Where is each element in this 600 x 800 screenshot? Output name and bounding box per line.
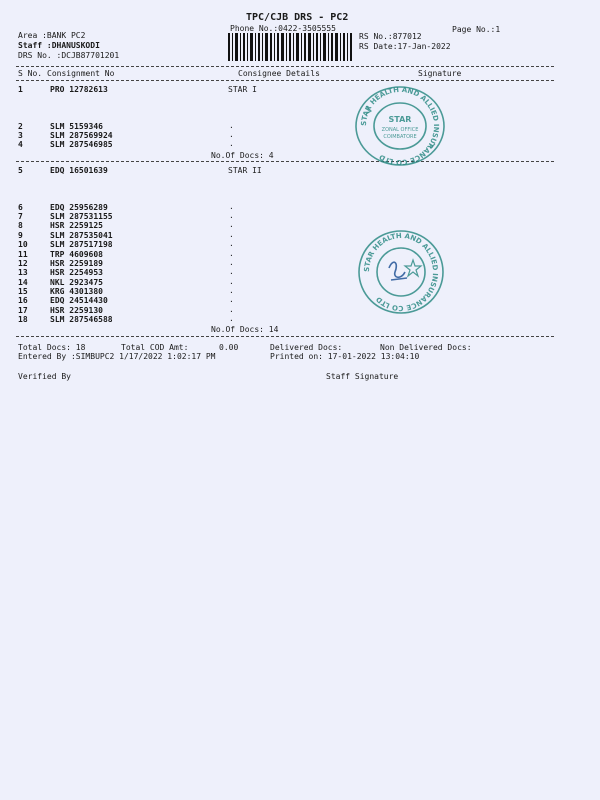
row-sno: 3: [18, 131, 23, 140]
staff-signature: Staff Signature: [326, 372, 399, 381]
consignment-number: TRP 4609608: [50, 250, 103, 259]
consignment-number: EDQ 25956289: [50, 203, 108, 212]
consignment-number: SLM 287569924: [50, 131, 113, 140]
rs-number: RS No.:877012: [359, 32, 422, 41]
consignee-dot: .: [229, 249, 234, 258]
divider: [16, 66, 554, 67]
seal-ring-text: STAR HEALTH AND ALLIED INSURANCE CO LTD: [362, 231, 440, 313]
divider: [16, 161, 554, 162]
row-sno: 2: [18, 122, 23, 131]
divider: [16, 336, 554, 337]
consignment-number: SLM 287535041: [50, 231, 113, 240]
consignee-dot: .: [229, 121, 234, 130]
row-sno: 18: [18, 315, 28, 324]
consignment-number: EDQ 16501639: [50, 166, 108, 175]
delivered-docs: Delivered Docs:: [270, 343, 343, 352]
consignee-dot: .: [229, 130, 234, 139]
consignment-number: HSR 2259189: [50, 259, 103, 268]
docs-count: No.Of Docs: 4: [211, 151, 274, 160]
phone-number: Phone No.:0422-3505555: [230, 24, 336, 33]
page-number: Page No.:1: [452, 25, 501, 34]
row-sno: 13: [18, 268, 28, 277]
printed-on: Printed on: 17-01-2022 13:04:10: [270, 352, 420, 361]
consignment-number: PRO 12782613: [50, 85, 108, 94]
company-seal-icon: [355, 228, 447, 316]
seal-center-text: COIMBATORE: [383, 134, 417, 140]
total-cod-amount: 0.00: [219, 343, 239, 352]
consignment-number: HSR 2254953: [50, 268, 103, 277]
verified-by: Verified By: [18, 372, 71, 381]
signature-scribble-icon: [389, 262, 407, 280]
consignment-number: EDQ 24514430: [50, 296, 108, 305]
row-sno: 1: [18, 85, 23, 94]
column-consignee: Consignee Details: [238, 69, 320, 78]
row-sno: 14: [18, 278, 28, 287]
area-label: Area :BANK PC2: [18, 31, 86, 40]
rs-date: RS Date:17-Jan-2022: [359, 42, 451, 51]
divider: [16, 80, 554, 81]
row-sno: 17: [18, 306, 28, 315]
consignee-dot: .: [229, 286, 234, 295]
non-delivered-docs: Non Delivered Docs:: [380, 343, 472, 352]
consignment-number: SLM 287517198: [50, 240, 113, 249]
consignment-number: HSR 2259125: [50, 221, 103, 230]
column-consignment: Consignment No: [47, 69, 115, 78]
row-sno: 7: [18, 212, 23, 221]
consignment-number: SLM 5159346: [50, 122, 103, 131]
consignee-dot: .: [229, 202, 234, 211]
consignee-name: STAR II: [228, 166, 262, 175]
row-sno: 8: [18, 221, 23, 230]
consignee-dot: .: [229, 305, 234, 314]
consignment-number: NKL 2923475: [50, 278, 103, 287]
consignee-dot: .: [229, 230, 234, 239]
consignee-dot: .: [229, 239, 234, 248]
row-sno: 16: [18, 296, 28, 305]
staff-label: Staff :DHANUSKODI: [18, 41, 100, 50]
barcode-icon: [228, 33, 352, 61]
total-cod-label: Total COD Amt:: [121, 343, 189, 352]
total-docs: Total Docs: 18: [18, 343, 86, 352]
consignee-dot: .: [229, 211, 234, 220]
consignment-number: HSR 2259130: [50, 306, 103, 315]
document-title: TPC/CJB DRS - PC2: [246, 12, 349, 23]
svg-text:STAR HEALTH AND ALLIED INSURAN: [360, 86, 440, 166]
consignment-number: SLM 287546985: [50, 140, 113, 149]
consignee-name: STAR I: [228, 85, 257, 94]
consignee-dot: .: [229, 295, 234, 304]
row-sno: 5: [18, 166, 23, 175]
row-sno: 15: [18, 287, 28, 296]
column-signature: Signature: [418, 69, 462, 78]
row-sno: 4: [18, 140, 23, 149]
row-sno: 6: [18, 203, 23, 212]
seal-ring-text: STAR HEALTH AND ALLIED INSURANCE CO LTD: [359, 85, 441, 167]
column-sno: S No.: [18, 69, 43, 78]
consignee-dot: .: [229, 139, 234, 148]
consignment-number: SLM 287546588: [50, 315, 113, 324]
seal-center-text: ZONAL OFFICE: [381, 127, 419, 133]
consignee-dot: .: [229, 267, 234, 276]
consignee-dot: .: [229, 220, 234, 229]
row-sno: 11: [18, 250, 28, 259]
row-sno: 12: [18, 259, 28, 268]
consignment-number: KRG 4301380: [50, 287, 103, 296]
entered-by: Entered By :SIMBUPC2 1/17/2022 1:02:17 PM: [18, 352, 216, 361]
docs-count: No.Of Docs: 14: [211, 325, 279, 334]
consignment-number: SLM 287531155: [50, 212, 113, 221]
company-seal-icon: [352, 84, 448, 168]
seal-center-text: STAR: [388, 115, 412, 124]
drs-number: DRS No. :DCJB87701201: [18, 51, 120, 60]
consignee-dot: .: [229, 277, 234, 286]
consignee-dot: .: [229, 314, 234, 323]
row-sno: 9: [18, 231, 23, 240]
svg-text:STAR HEALTH AND ALLIED INSURAN: [363, 232, 439, 312]
row-sno: 10: [18, 240, 28, 249]
consignee-dot: .: [229, 258, 234, 267]
